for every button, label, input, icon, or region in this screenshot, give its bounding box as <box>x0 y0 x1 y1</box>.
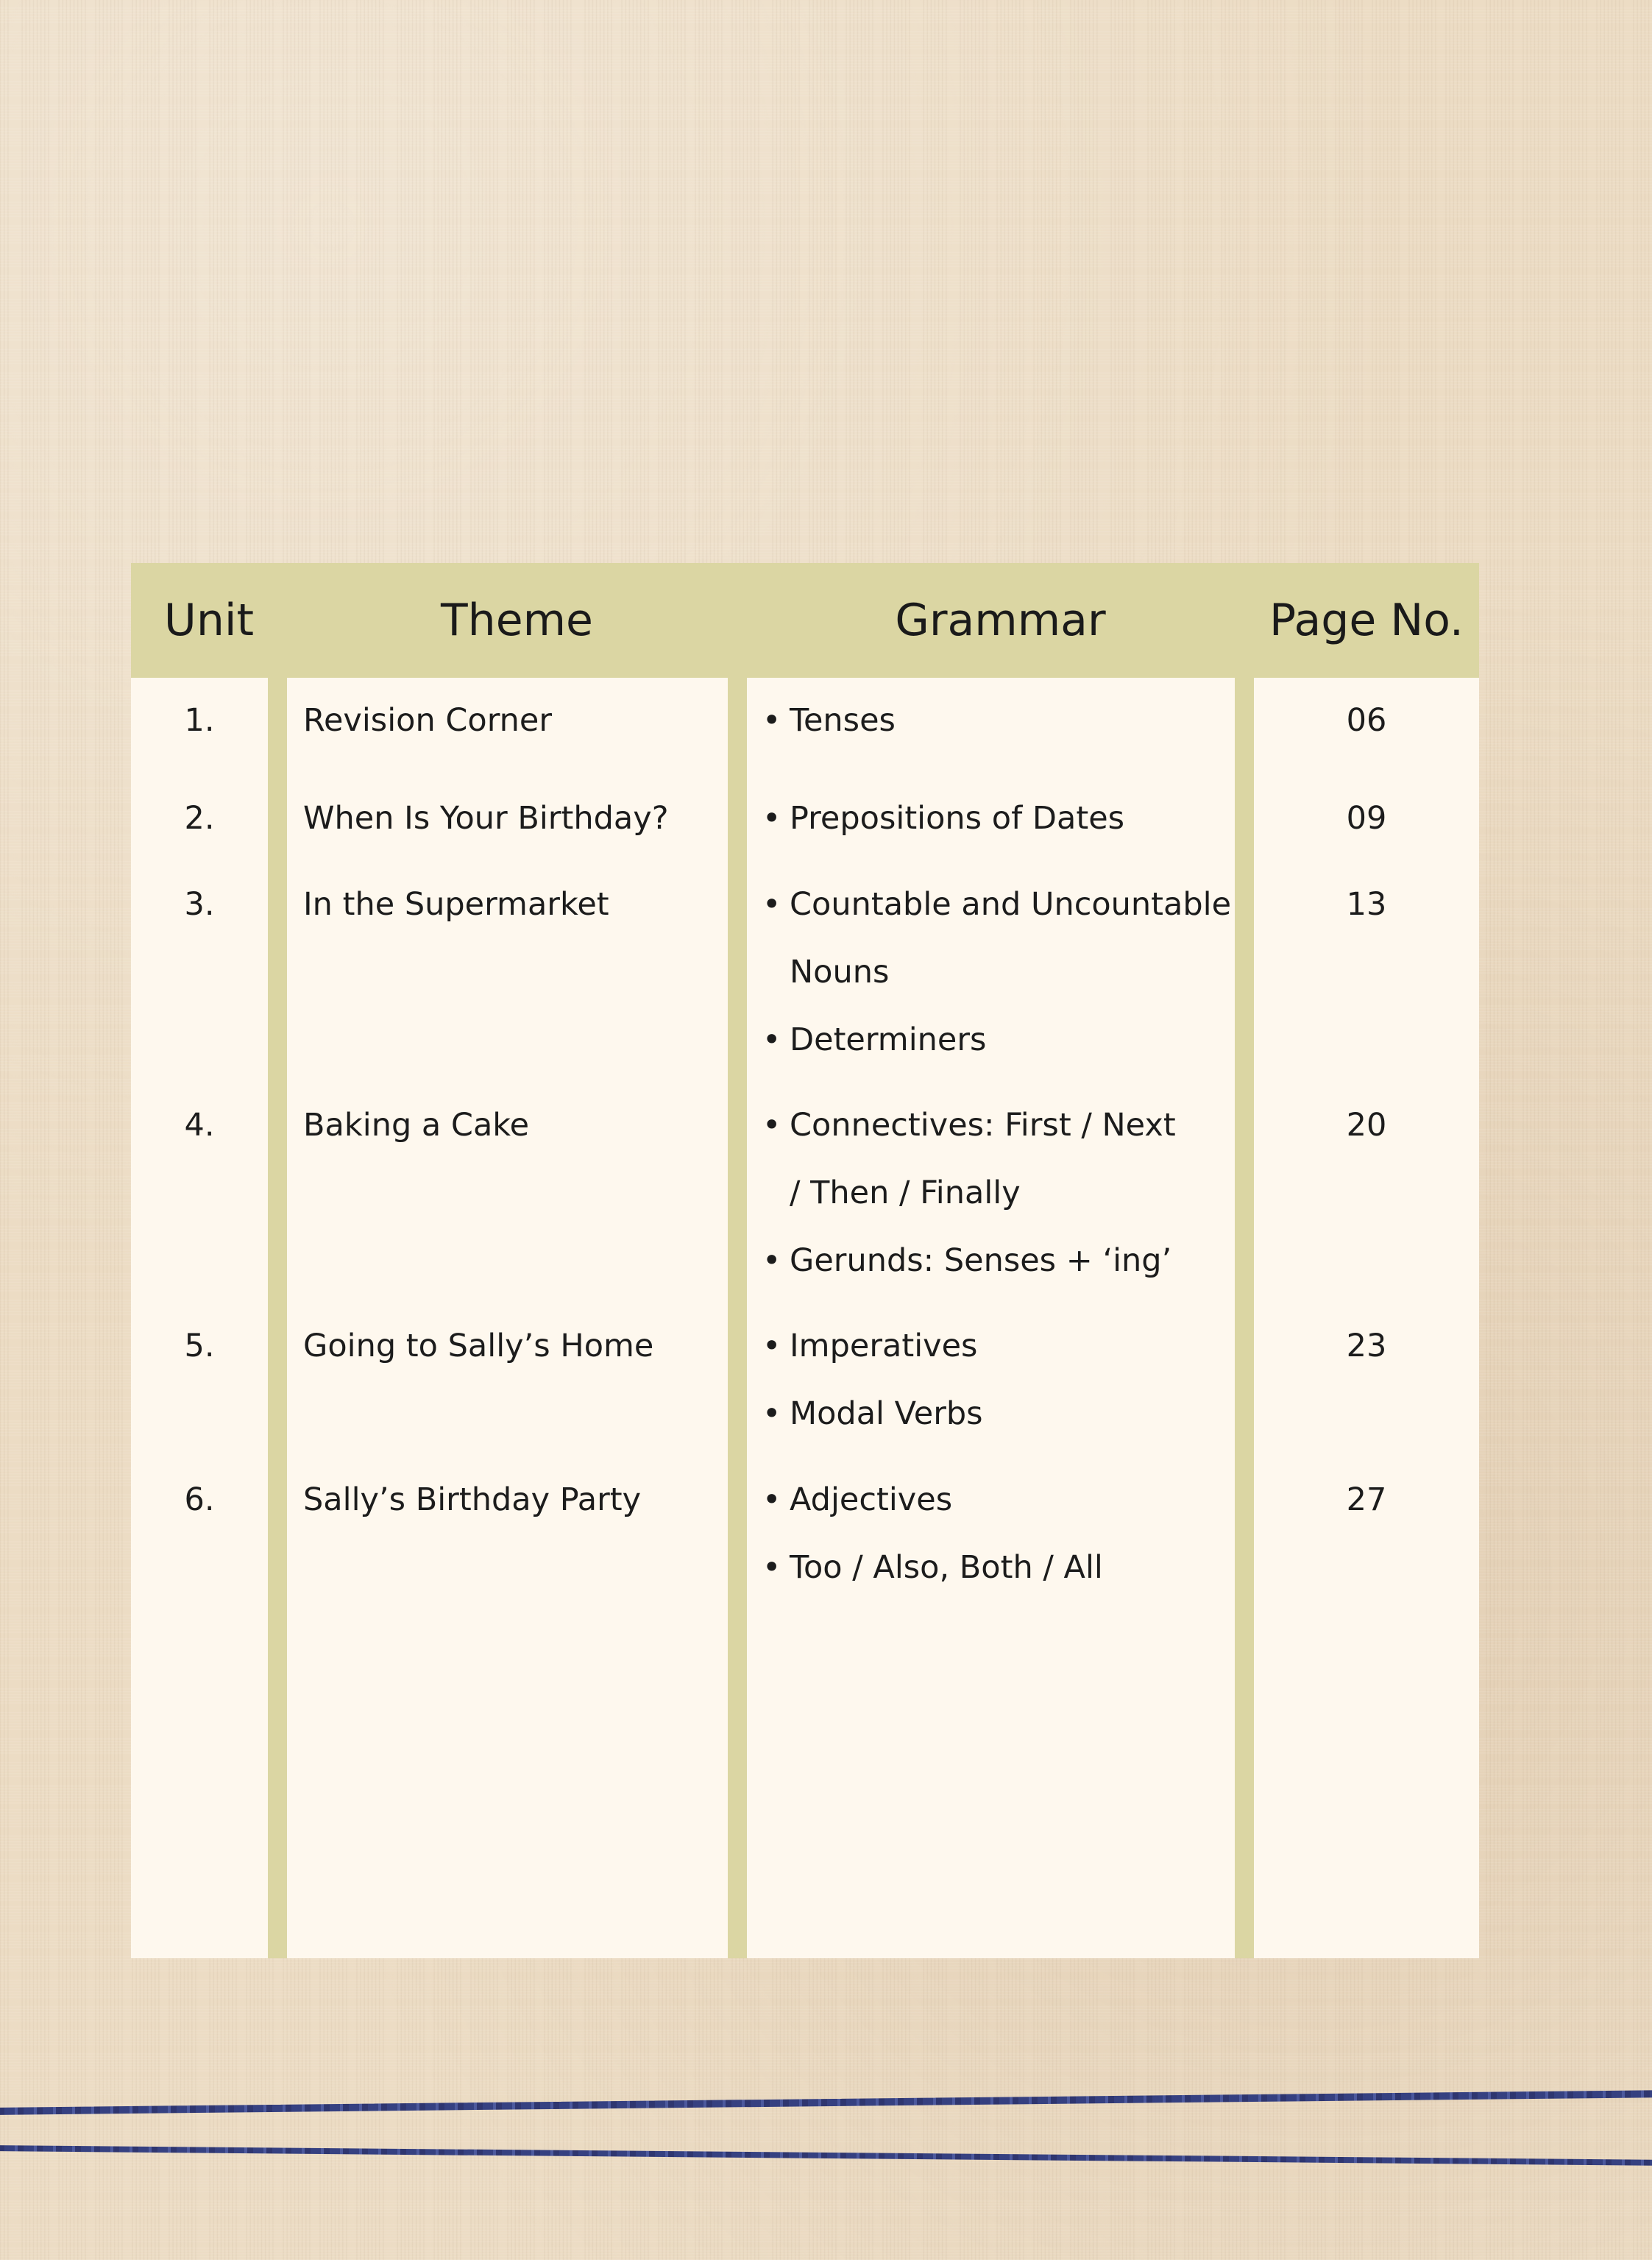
page-number: 20 <box>1346 1107 1387 1144</box>
bullet-icon: • <box>762 1481 781 1518</box>
grammar-item: Gerunds: Senses + ‘ing’ <box>790 1242 1172 1279</box>
bullet-icon: • <box>762 1107 781 1144</box>
page-number: 23 <box>1346 1328 1387 1364</box>
header-page-no: Page No. <box>1269 595 1464 646</box>
unit-number: 6. <box>184 1481 215 1518</box>
page-number: 27 <box>1346 1481 1387 1518</box>
table-header <box>131 563 1479 678</box>
grammar-item: / Then / Finally <box>790 1175 1021 1211</box>
bullet-icon: • <box>762 1328 781 1364</box>
theme-title: When Is Your Birthday? <box>303 800 669 837</box>
header-theme: Theme <box>441 595 593 646</box>
page-number: 13 <box>1346 886 1387 923</box>
unit-number: 5. <box>184 1328 215 1364</box>
theme-title: Going to Sally’s Home <box>303 1328 654 1364</box>
page-number: 06 <box>1346 702 1387 739</box>
grammar-item: Too / Also, Both / All <box>790 1549 1103 1586</box>
header-grammar: Grammar <box>895 595 1106 646</box>
unit-number: 4. <box>184 1107 215 1144</box>
grammar-item: Prepositions of Dates <box>790 800 1125 837</box>
theme-title: In the Supermarket <box>303 886 609 923</box>
blue-stripe-lower <box>0 2145 1652 2166</box>
bullet-icon: • <box>762 702 781 739</box>
bullet-icon: • <box>762 1021 781 1058</box>
grammar-item: Countable and Uncountable <box>790 886 1232 923</box>
grammar-item: Tenses <box>790 702 896 739</box>
bullet-icon: • <box>762 1549 781 1586</box>
unit-number: 3. <box>184 886 215 923</box>
blue-stripe-upper <box>0 2090 1652 2115</box>
header-unit: Unit <box>163 595 255 646</box>
unit-number: 2. <box>184 800 215 837</box>
theme-title: Baking a Cake <box>303 1107 530 1144</box>
unit-number: 1. <box>184 702 215 739</box>
grammar-item: Determiners <box>790 1021 987 1058</box>
theme-title: Sally’s Birthday Party <box>303 1481 642 1518</box>
grammar-item: Adjectives <box>790 1481 953 1518</box>
bullet-icon: • <box>762 886 781 923</box>
grammar-item: Imperatives <box>790 1328 978 1364</box>
page-number: 09 <box>1346 800 1387 837</box>
theme-title: Revision Corner <box>303 702 553 739</box>
bullet-icon: • <box>762 1395 781 1432</box>
grammar-item: Connectives: First / Next <box>790 1107 1176 1144</box>
grammar-item: Nouns <box>790 954 890 991</box>
bullet-icon: • <box>762 800 781 837</box>
bullet-icon: • <box>762 1242 781 1279</box>
grammar-item: Modal Verbs <box>790 1395 983 1432</box>
